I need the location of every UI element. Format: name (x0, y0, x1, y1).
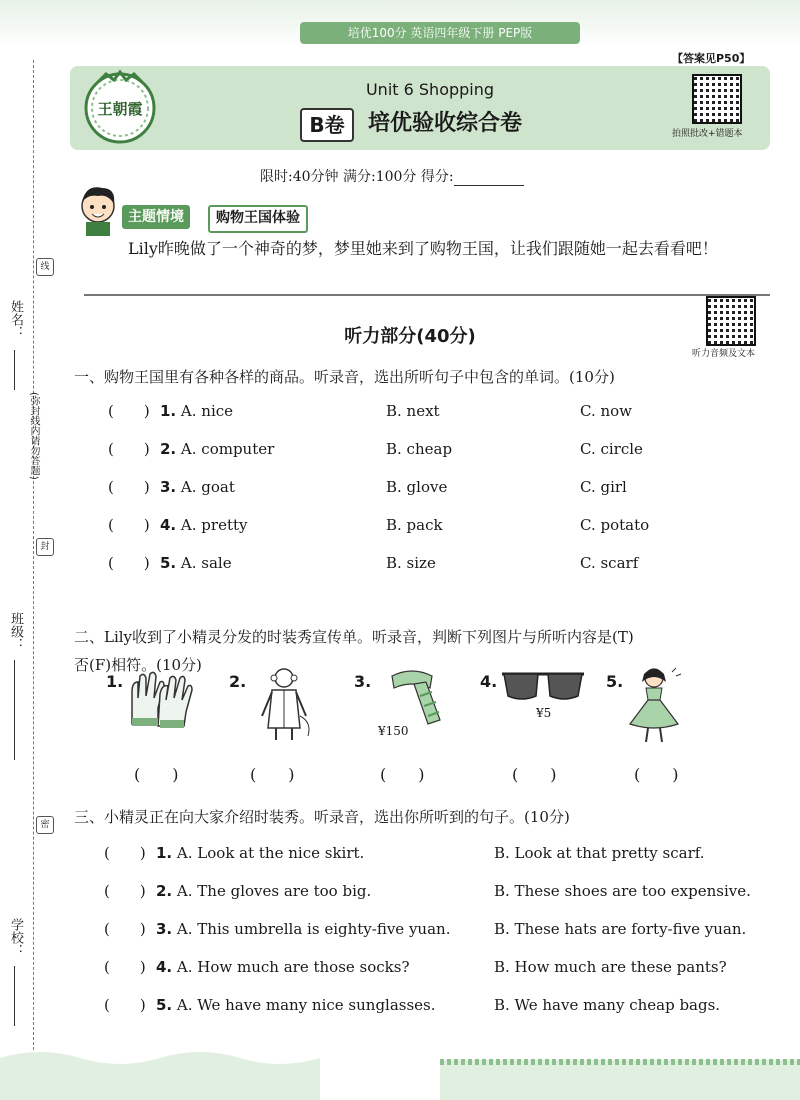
option-a: A. goat (180, 478, 235, 496)
limits-text: 限时:40分钟 满分:100分 得分: (260, 169, 454, 185)
answer-paren[interactable]: ( ) (250, 765, 295, 784)
question-option-a[interactable] (160, 438, 274, 460)
option-a: A. nice (180, 402, 234, 420)
question-number: 3. (160, 478, 177, 496)
option-a: A. pretty (180, 516, 248, 534)
paper-title: 培优验收综合卷 (368, 111, 523, 136)
question-number: 4. (156, 958, 173, 976)
bottom-decoration (0, 1040, 800, 1100)
sentence-option-b[interactable]: B. Look at that pretty scarf. (494, 844, 705, 862)
qr-caption: 拍照批改+错题本 (672, 129, 743, 139)
class-label: 班级： (8, 612, 23, 651)
sentence-option-b[interactable]: B. How much are these pants? (494, 958, 727, 976)
unit-title: Unit 6 Shopping (365, 80, 495, 99)
sentence-option-a[interactable] (156, 880, 371, 902)
question-number: 1. (160, 402, 177, 420)
question-number: 1. (156, 844, 173, 862)
question-option-b[interactable]: B. cheap (386, 440, 453, 458)
answer-paren[interactable]: ( ) (380, 765, 425, 784)
answer-paren[interactable]: ( ) (108, 516, 150, 534)
option-a: A. computer (180, 440, 275, 458)
sunglasses-icon (500, 670, 586, 704)
seal-mark: 线 (36, 258, 54, 276)
part3-instruction: 三、小精灵正在向大家介绍时装秀。听录音，选出你所听到的句子。(10分) (74, 808, 570, 826)
sentence-option-b[interactable]: B. These hats are forty-five yuan. (494, 920, 747, 938)
question-option-c[interactable]: C. now (580, 402, 633, 420)
question-option-b[interactable]: B. glove (386, 478, 448, 496)
option-a: A. The gloves are too big. (176, 882, 372, 900)
sentence-option-a[interactable] (156, 994, 436, 1016)
sentence-option-a[interactable] (156, 918, 450, 940)
picture-number: 4. (480, 672, 498, 691)
picture-number: 2. (229, 672, 247, 691)
logo-badge-icon (76, 68, 164, 146)
school-blank[interactable] (14, 966, 15, 1026)
sunglasses-price: ¥5 (536, 706, 552, 720)
option-a: A. We have many nice sunglasses. (176, 996, 436, 1014)
seal-line (33, 60, 34, 1050)
answer-paren[interactable]: ( ) (108, 554, 150, 572)
question-option-b[interactable]: B. next (386, 402, 440, 420)
question-option-a[interactable] (160, 514, 247, 536)
theme-name: 购物王国体验 (208, 205, 308, 233)
answer-paren[interactable]: ( ) (634, 765, 679, 784)
question-option-b[interactable]: B. size (386, 554, 436, 572)
girl-skirt-icon (624, 664, 684, 744)
answer-paren[interactable]: ( ) (104, 958, 146, 976)
picture-number: 3. (354, 672, 372, 691)
question-option-c[interactable]: C. potato (580, 516, 650, 534)
option-a: A. This umbrella is eighty-five yuan. (176, 920, 451, 938)
answer-reference: 【答案见P50】 (672, 52, 751, 65)
seal-mark: 密 (36, 816, 54, 834)
answer-paren[interactable]: ( ) (104, 882, 146, 900)
story-text: Lily昨晚做了一个神奇的梦，梦里她来到了购物王国，让我们跟随她一起去看看吧！ (128, 239, 718, 258)
score-blank[interactable] (454, 171, 524, 186)
question-number: 2. (156, 882, 173, 900)
question-number: 5. (156, 996, 173, 1014)
name-label: 姓名： (8, 300, 23, 339)
answer-paren[interactable]: ( ) (104, 844, 146, 862)
option-a: A. How much are those socks? (176, 958, 410, 976)
question-number: 5. (160, 554, 177, 572)
answer-paren[interactable]: ( ) (104, 920, 146, 938)
scarf-price: ¥150 (378, 724, 409, 738)
part1-instruction: 一、购物王国里有各种各样的商品。听录音，选出所听句子中包含的单词。(10分) (74, 368, 615, 386)
gloves-icon (124, 668, 196, 730)
answer-paren[interactable]: ( ) (108, 402, 150, 420)
part2-instruction-line1: 二、Lily收到了小精灵分发的时装秀宣传单。听录音，判断下列图片与所听内容是(T) (74, 628, 634, 646)
part2-instruction-line2: 否(F)相符。(10分) (74, 656, 202, 674)
answer-paren[interactable]: ( ) (512, 765, 557, 784)
question-number: 2. (160, 440, 177, 458)
class-blank[interactable] (14, 660, 15, 760)
school-label: 学校： (8, 918, 23, 957)
question-option-c[interactable]: C. scarf (580, 554, 639, 572)
name-blank[interactable] (14, 350, 15, 390)
time-score-line (260, 166, 524, 186)
question-option-b[interactable]: B. pack (386, 516, 443, 534)
question-number: 3. (156, 920, 173, 938)
question-option-a[interactable] (160, 476, 235, 498)
sentence-option-a[interactable] (156, 842, 364, 864)
seal-warning: (弥封线内请勿答题) (28, 392, 39, 480)
paper-badge: B卷 (300, 108, 354, 142)
question-number: 4. (160, 516, 177, 534)
sentence-option-b[interactable]: B. These shoes are too expensive. (494, 882, 751, 900)
question-option-c[interactable]: C. circle (580, 440, 643, 458)
option-a: A. Look at the nice skirt. (176, 844, 365, 862)
seal-mark: 封 (36, 538, 54, 556)
logo-text: 王朝霞 (97, 100, 143, 118)
qr-code-icon[interactable] (692, 74, 742, 124)
answer-paren[interactable]: ( ) (134, 765, 179, 784)
option-a: A. sale (180, 554, 232, 572)
audio-qr-caption: 听力音频及文本 (692, 349, 756, 359)
picture-number: 5. (606, 672, 624, 691)
monkey-coat-icon (254, 666, 314, 744)
question-option-a[interactable] (160, 400, 233, 422)
picture-number: 1. (106, 672, 124, 691)
answer-paren[interactable]: ( ) (108, 478, 150, 496)
question-option-c[interactable]: C. girl (580, 478, 627, 496)
answer-paren[interactable]: ( ) (104, 996, 146, 1014)
theme-tag: 主题情境 (122, 205, 190, 229)
sentence-option-a[interactable] (156, 956, 410, 978)
book-series-bar: 培优100分 英语四年级下册 PEP版 (300, 22, 580, 44)
listening-title: 听力部分(40分) (344, 326, 476, 347)
sentence-option-b[interactable]: B. We have many cheap bags. (494, 996, 721, 1014)
answer-paren[interactable]: ( ) (108, 440, 150, 458)
question-option-a[interactable] (160, 552, 232, 574)
audio-qr-code-icon[interactable] (706, 296, 756, 346)
